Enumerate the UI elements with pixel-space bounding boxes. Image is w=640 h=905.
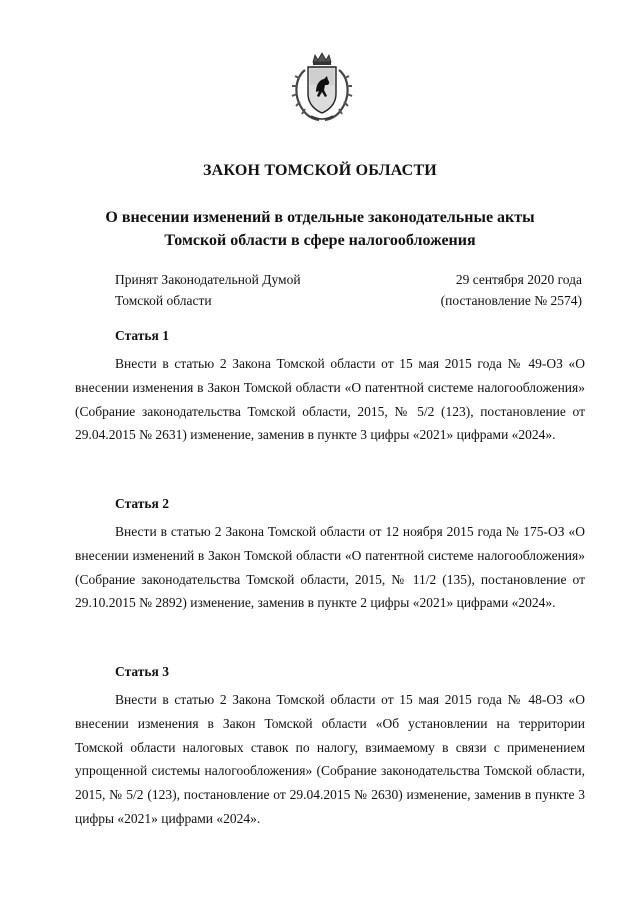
article-text: Внести в статью 2 Закона Томской области от 15 мая 2015 года № 48-ОЗ «О внесении изменения в Закон Томской области «Об установлении на территории Томской области налоговых ставок по налогу, взимаемому в связи с применением упрощенной системы налогообложения» (Собрание законодательства Томской области, 2015, № 5/2 (123), постановление от 29.04.2015 № 2630) изменение, заменив в пункте 3 цифры «2021» цифрами «2024». — [75, 692, 585, 826]
article-heading: Статья 3 — [115, 664, 169, 679]
adoption-body-line: Томской области — [115, 293, 212, 308]
adoption-body — [115, 269, 301, 311]
adoption-date-line: 29 сентября 2020 года — [455, 272, 582, 287]
subtitle-line: О внесении изменений в отдельные законодательные акты — [105, 209, 535, 226]
adoption-body-line: Принят Законодательной Думой — [115, 272, 301, 287]
coat-of-arms-icon — [291, 52, 353, 124]
article-text: Внести в статью 2 Закона Томской области от 12 ноября 2015 года № 175-ОЗ «О внесении изменений в Закон Томской области «О патентной системе налогообложения» (Собрание законодательства Томской области, 2015, № 11/2 (135), постановление от 29.10.2015 № 2892) изменение, заменив в пункте 2 цифры «2021» цифрами «2024». — [75, 524, 585, 611]
article-text: Внести в статью 2 Закона Томской области от 15 мая 2015 года № 49-ОЗ «О внесении изменения в Закон Томской области «О патентной системе налогообложения» (Собрание законодательства Томской области, 2015, № 5/2 (123), постановление от 29.04.2015 № 2631) изменение, заменив в пункте 3 цифры «2021» цифрами «2024». — [75, 356, 585, 443]
adoption-resolution-line: (постановление № 2574) — [440, 293, 582, 308]
law-title: ЗАКОН ТОМСКОЙ ОБЛАСТИ — [203, 162, 437, 179]
article-1 — [75, 326, 585, 447]
article-3 — [75, 662, 585, 831]
article-heading: Статья 2 — [115, 496, 169, 511]
law-subtitle — [0, 206, 640, 252]
subtitle-line: Томской области в сфере налогообложения — [164, 232, 476, 249]
article-heading: Статья 1 — [115, 328, 169, 343]
adoption-date — [441, 269, 582, 311]
article-2 — [75, 494, 585, 615]
